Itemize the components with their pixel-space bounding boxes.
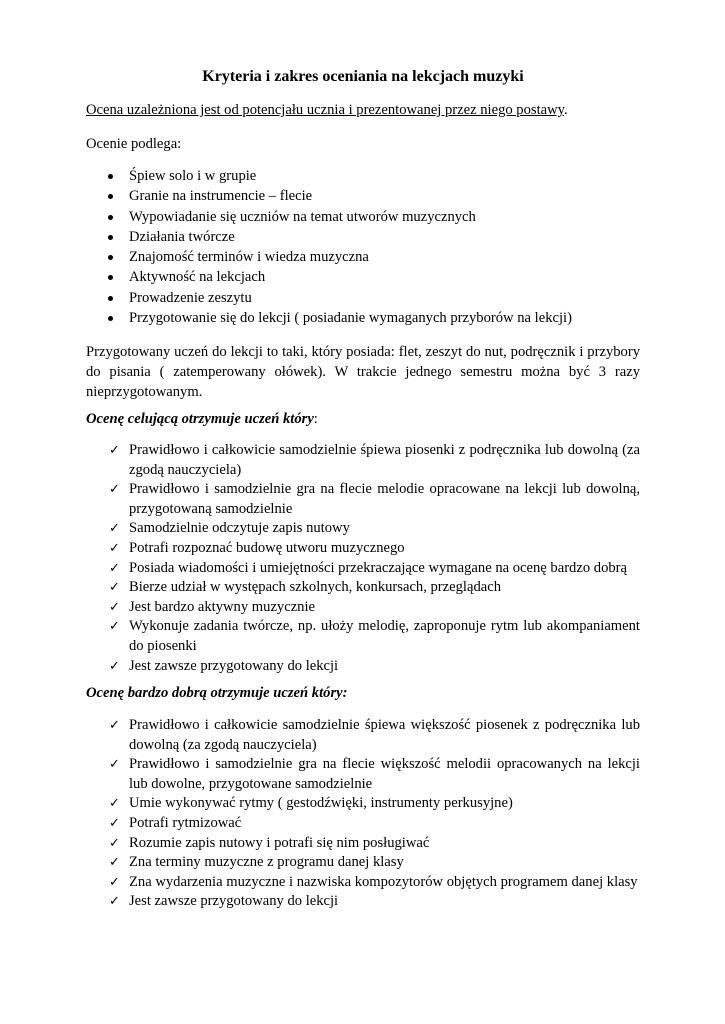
list-item: [86, 186, 640, 206]
check-mark-icon: ✓: [109, 757, 120, 773]
page-title: Kryteria i zakres oceniania na lekcjach muzyki: [202, 68, 524, 85]
list-item: [86, 441, 640, 480]
check-mark-icon: ✓: [109, 540, 120, 556]
list-item: [86, 755, 640, 794]
list-item: [86, 617, 640, 656]
list-item-text: Przygotowanie się do lekcji ( posiadanie wymaganych przyborów na lekcji): [129, 310, 572, 327]
list-item-text: Prawidłowo i całkowicie samodzielnie śpiewa piosenki z podręcznika lub dowolną (za zgodą nauczyciela): [129, 442, 640, 478]
list-item-text: Znajomość terminów i wiedza muzyczna: [129, 249, 369, 266]
list-item-text: Wykonuje zadania twórcze, np. ułoży melodię, zaproponuje rytm lub akompaniament do piosenki: [129, 618, 640, 654]
bullet-icon: [108, 316, 113, 321]
list-item: [86, 892, 640, 912]
check-mark-icon: ✓: [109, 599, 120, 615]
list-item: [86, 716, 640, 755]
list-item: [86, 559, 640, 579]
grade-bardzo-dobra-heading: [86, 684, 347, 704]
list-item-text: Rozumie zapis nutowy i potrafi się nim posługiwać: [129, 834, 430, 851]
list-item-text: Wypowiadanie się uczniów na temat utworów muzycznych: [129, 208, 476, 225]
list-item-text: Prawidłowo i całkowicie samodzielnie śpiewa większość piosenek z podręcznika lub dowolną (za zgodą nauczyciela): [129, 717, 640, 753]
bullet-icon: [108, 255, 113, 260]
grade-celujaca-heading-colon: :: [313, 411, 318, 427]
check-mark-icon: ✓: [109, 482, 120, 498]
check-mark-icon: ✓: [109, 815, 120, 831]
list-item: [86, 519, 640, 539]
bullet-icon: [108, 194, 113, 199]
list-item: [86, 539, 640, 559]
list-item-text: Aktywność na lekcjach: [129, 269, 266, 286]
list-item-text: Prawidłowo i samodzielnie gra na flecie melodie opracowane na lekcji lub dowolną, przygotowaną samodzielnie: [129, 481, 640, 517]
check-mark-icon: ✓: [109, 619, 120, 635]
list-item-text: Zna wydarzenia muzyczne i nazwiska kompozytorów objętych programem danej klasy: [129, 873, 638, 890]
grade-celujaca-heading: [86, 410, 318, 430]
check-mark-icon: ✓: [109, 894, 120, 910]
list-item: [86, 227, 640, 247]
list-item-text: Samodzielnie odczytuje zapis nutowy: [129, 520, 350, 537]
list-item: [86, 814, 640, 834]
preparation-paragraph: Przygotowany uczeń do lekcji to taki, który posiada: flet, zeszyt do nut, podręcznik i przybory do pisania ( zatemperowany ołówek). W trakcie jednego semestru można być 3 razy nieprzygotowanym.: [86, 344, 640, 400]
grade-celujaca-list: [86, 441, 640, 676]
check-mark-icon: ✓: [109, 855, 120, 871]
check-mark-icon: ✓: [109, 796, 120, 812]
check-mark-icon: ✓: [109, 443, 120, 458]
list-item-text: Granie na instrumencie – flecie: [129, 188, 313, 205]
list-item: [86, 794, 640, 814]
list-item-text: Potrafi rozpoznać budowę utworu muzycznego: [129, 539, 405, 556]
list-item: [86, 598, 640, 618]
intro-paragraph: [86, 101, 568, 121]
check-mark-icon: ✓: [109, 718, 120, 733]
list-item-text: Prawidłowo i samodzielnie gra na flecie większość melodii opracowanych na lekcji lub dowolne, przygotowane samodzielnie: [129, 756, 640, 792]
intro-text: Ocena uzależniona jest od potencjału ucznia i prezentowanej przez niego postawy: [86, 102, 565, 118]
list-item: [86, 853, 640, 873]
list-item-text: Prowadzenie zeszytu: [129, 289, 252, 306]
list-item-text: Jest zawsze przygotowany do lekcji: [129, 893, 339, 910]
list-item-text: Zna terminy muzyczne z programu danej klasy: [129, 854, 404, 871]
list-item: [86, 166, 640, 186]
check-mark-icon: ✓: [109, 521, 120, 537]
grade-bardzo-dobra-heading-text: Ocenę bardzo dobrą otrzymuje uczeń który:: [86, 685, 348, 701]
list-item-text: Jest zawsze przygotowany do lekcji: [129, 657, 339, 674]
bullet-icon: [108, 296, 113, 301]
list-item: [86, 657, 640, 677]
check-mark-icon: ✓: [109, 874, 120, 890]
list-item: [86, 834, 640, 854]
subject-heading: Ocenie podlega:: [86, 136, 182, 152]
grade-bardzo-dobra-list: [86, 716, 640, 912]
bullet-icon: [108, 275, 113, 280]
bullet-icon: [108, 215, 113, 220]
check-mark-icon: ✓: [109, 658, 120, 674]
list-item: [86, 247, 640, 267]
graded-items-list: [86, 166, 640, 328]
check-mark-icon: ✓: [109, 560, 120, 576]
list-item: [86, 288, 640, 308]
check-mark-icon: ✓: [109, 835, 120, 851]
check-mark-icon: ✓: [109, 580, 120, 596]
list-item: [86, 480, 640, 519]
bullet-icon: [108, 235, 113, 240]
list-item-text: Umie wykonywać rytmy ( gestodźwięki, instrumenty perkusyjne): [129, 795, 513, 812]
list-item: [86, 207, 640, 227]
list-item-text: Działania twórcze: [129, 228, 235, 245]
intro-period: .: [564, 102, 568, 118]
list-item: [86, 578, 640, 598]
list-item-text: Bierze udział w występach szkolnych, konkursach, przeglądach: [129, 579, 501, 596]
bullet-icon: [108, 174, 113, 179]
list-item: [86, 267, 640, 287]
list-item: [86, 873, 640, 893]
list-item-text: Śpiew solo i w grupie: [129, 168, 257, 184]
list-item: [86, 308, 640, 328]
list-item-text: Potrafi rytmizować: [129, 814, 242, 831]
grade-celujaca-heading-text: Ocenę celującą otrzymuje uczeń który: [86, 411, 314, 427]
list-item-text: Jest bardzo aktywny muzycznie: [129, 598, 316, 615]
list-item-text: Posiada wiadomości i umiejętności przekraczające wymagane na ocenę bardzo dobrą: [129, 559, 627, 576]
